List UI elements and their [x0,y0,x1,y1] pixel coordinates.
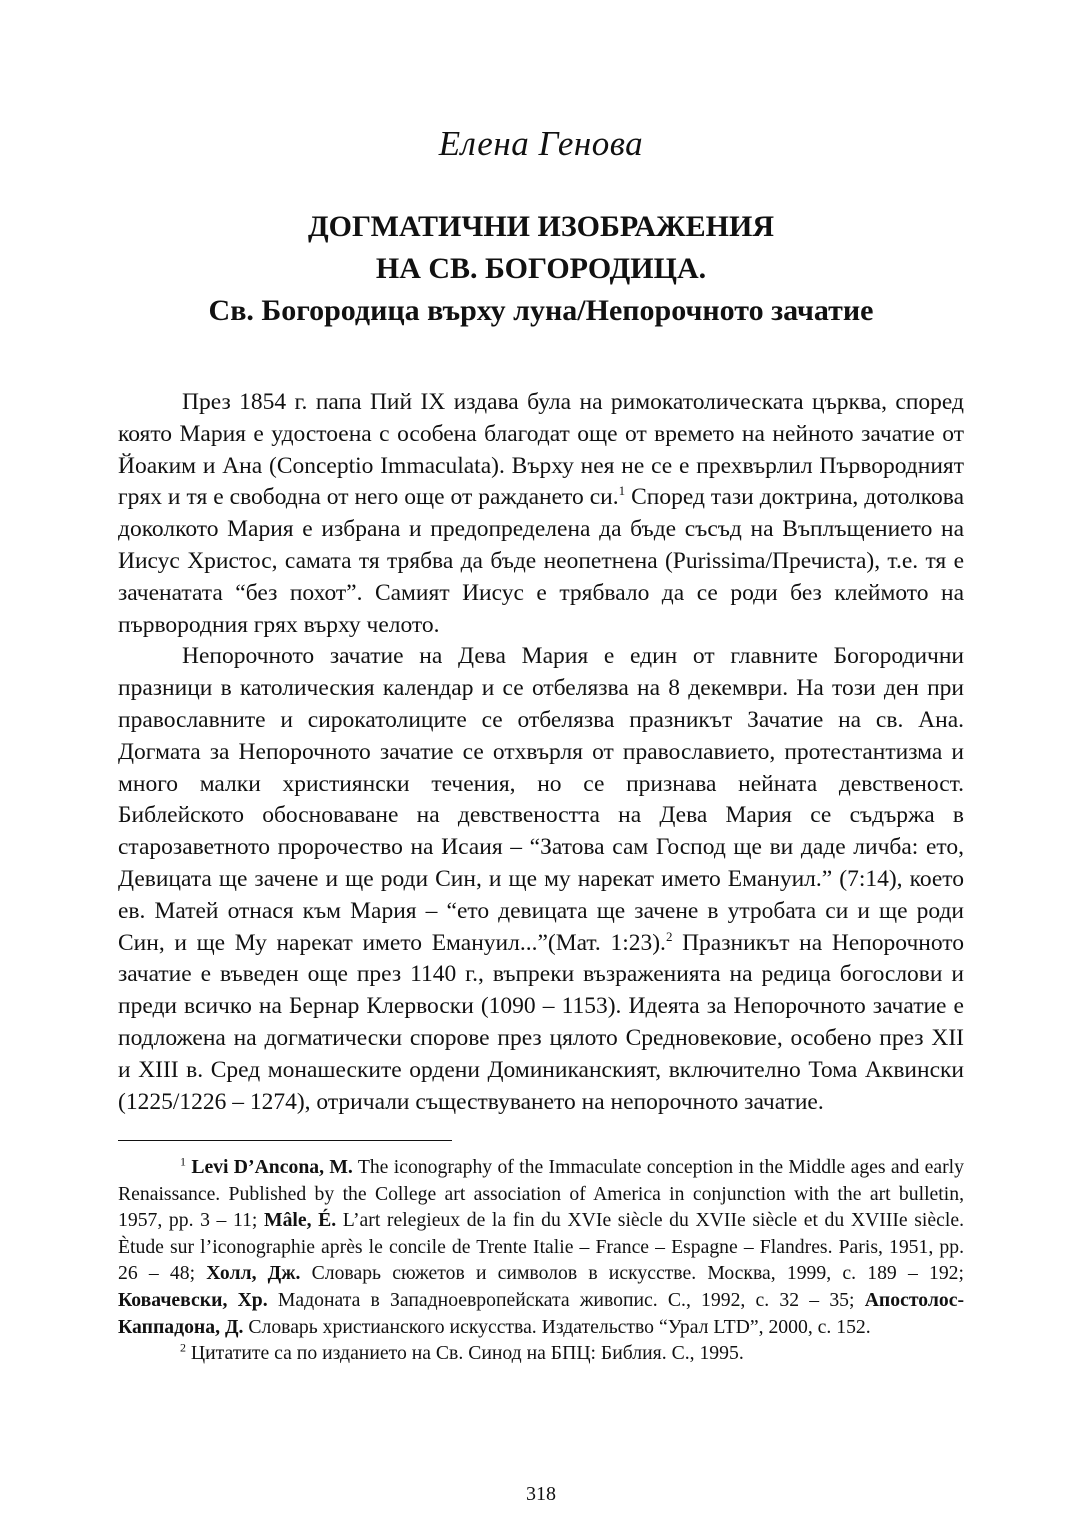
paragraph-1-text-b: Според тази доктрина, дотолкова доколкото Мария е избрана и предопределена да бъде съсъд на Въплъщението на Иисус Христос, самата тя трябва да бъде неопетнена (Purissima/Пречиста), т.е. тя е заченатата “без похот”. Самият Иисус е трябвало да се роди без клеймото на първородния грях върху челото. [118,484,964,638]
article-subtitle: Св. Богородица върху луна/Непорочното зачатие [208,294,874,327]
footnote-divider [118,1140,452,1141]
paragraph-2-text-b: Празникът на Непорочното зачатие е въведен още през 1140 г., въпреки възраженията на редица богослови и преди всичко на Бернар Клервоски (1090 – 1153). Идеята за Непорочното зачатие е подложена на догматически спорове през цялото Средновековие, особено през XII и XIII в. Сред монашеските ордени Доминиканският, включително Тома Аквински (1225/1226 – 1274), отричали съществуването на непорочното зачатие. [118,929,964,1115]
footnote-1-text-4: Мадоната в Западноевропейската живопис. С., 1992, с. 32 – 35; [267,1288,865,1311]
footnote-1-author-4: Ковачевски, Хр. [118,1288,268,1311]
author-name: Елена Генова [438,124,644,163]
page-number: 318 [526,1483,556,1505]
title-line-1: ДОГМАТИЧНИ ИЗОБРАЖЕНИЯ [307,210,775,243]
document-page [118,0,964,1536]
footnote-ref-1[interactable]: 1 [618,483,626,499]
footnote-1-author-1: Levi D’Ancona, M. [191,1156,353,1178]
paragraph-2-text-a: Непорочното зачатие на Дева Мария е един от главните Богородични празници в католическия календар и се отбелязва на 8 декември. На този ден при православните и сирокатолиците се отбелязва празникът Зачатие на св. Ана. Догмата за Непорочното зачатие се отхвърля от православието, протестантизма и много малки християнски течения, но се признава нейната девственост. Библейското обосноваване на девствеността на Дева Мария се съдържа в старозаветното пророчество на Исаия – “Затова сам Господ ще ви даде личба: ето, Девицата ще зачене и ще роди Син, и ще му нарекат името Емануил.” (7:14), което ев. Матей отнася към Мария – “ето девицата ще зачене в утробата си и ще роди Син, и ще Му нарекат името Емануил...”(Мат. 1:23). [118,643,964,956]
title-line-2: НА СВ. БОГОРОДИЦА. [375,252,707,285]
footnote-1-text-5: Словарь христианского искусства. Издательство “Урал LTD”, 2000, с. 152. [243,1315,871,1338]
paragraph-1 [118,387,964,641]
footnote-2-number: 2 [180,1340,186,1355]
footnotes [118,1154,964,1367]
footnote-1-number: 1 [180,1154,186,1169]
footnote-1-author-2: Mâle, É. [263,1209,337,1232]
footnote-1-text-2: L’art relegieux de la fin du XVIe siècle du XVIIe siècle et du XVIIIe siècle. Ètude sur l’iconographie après le concile de Trente Italie – France – Espagne – Flandres. Paris, 1951, pp. 26 – 48; [118,1209,964,1285]
paragraph-1-text-a: През 1854 г. папа Пий IX издава була на римокатолическата църква, според която Мария е удостоена с особена благодат още от времето на нейното зачатие от Йоаким и Ана (Conceptio Immaculata). Върху нея не се е прехвърлил Първородният грях и тя е свободна от него още от раждането си. [118,389,964,511]
footnote-1-text-3: Словарь сюжетов и символов в искусстве. Москва, 1999, с. 189 – 192; [300,1262,964,1285]
footnote-ref-2[interactable]: 2 [665,928,673,944]
article-title [118,206,964,332]
footnote-1-text-1: The iconography of the Immaculate conception in the Middle ages and early Renaissance. Published by the College art association of America in conjunction with the art bulletin, 1957, pp. 3 – 11; [118,1156,964,1232]
footnote-2-text: Цитатите са по изданието на Св. Синод на БПЦ: Библия. С., 1995. [186,1342,744,1365]
footnote-2 [118,1340,964,1367]
footnote-1-author-3: Холл, Дж. [206,1262,301,1285]
footnote-1 [118,1154,964,1340]
footnote-1-author-5: Апостолос-Каппадона, Д. [118,1288,965,1338]
article-body [118,387,964,1118]
paragraph-2 [118,641,964,1118]
